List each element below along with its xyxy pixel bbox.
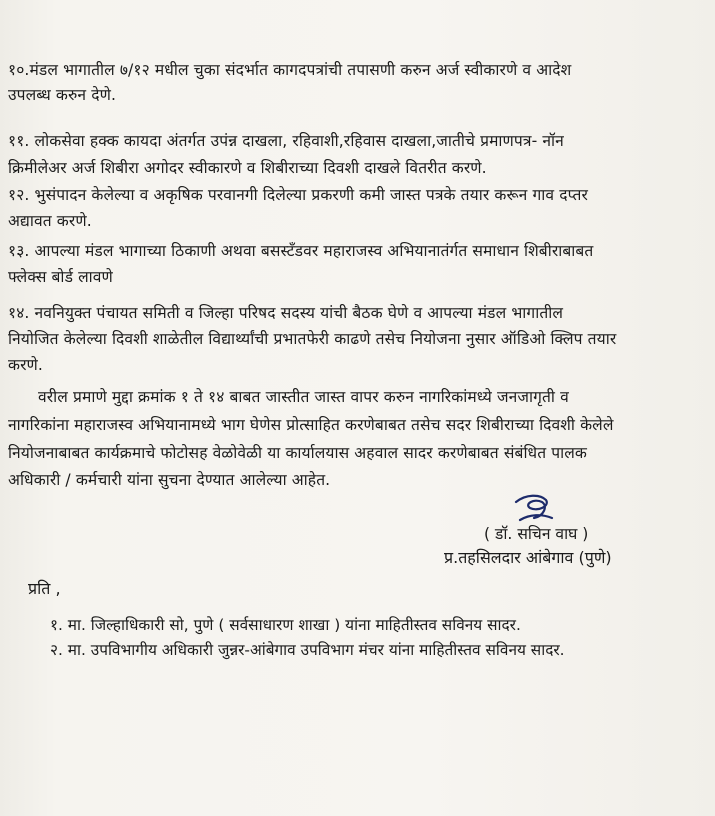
- closing-line-4: अधिकारी / कर्मचारी यांना सुचना देण्यात आलेल्या आहेत.: [8, 471, 331, 489]
- signatory-title: प्र.तहसिलदार आंबेगाव (पुणे): [444, 548, 612, 567]
- item-10-line-1: १०.मंडल भागातील ७/१२ मधील चुका संदर्भात कागदपत्रांची तपासणी करुन अर्ज स्वीकारणे व आदेश: [8, 61, 572, 79]
- item-12-line-2: अद्यावत करणे.: [8, 212, 92, 230]
- item-11-line-2: क्रिमीलेअर अर्ज शिबीरा अगोदर स्वीकारणे व शिबीराच्या दिवशी दाखले वितरीत करणे.: [8, 159, 487, 177]
- item-14-line-2: नियोजित केलेल्या दिवशी शाळेतील विद्यार्थ्यांची प्रभातफेरी काढणे तसेच नियोजना नुसार ऑडिओ क्लिप तयार: [8, 330, 617, 348]
- item-12-line-1: १२. भुसंपादन केलेल्या व अकृषिक परवानगी दिलेल्या प्रकरणी कमी जास्त पत्रके तयार करून गाव दप्तर: [8, 186, 588, 204]
- item-13-line-2: फ्लेक्स बोर्ड लावणे: [8, 268, 113, 286]
- signatory-name: ( डॉ. सचिन वाघ ): [484, 525, 589, 543]
- item-10-line-2: उपलब्ध करुन देणे.: [8, 86, 117, 104]
- recipient-copy-1: १. मा. जिल्हाधिकारी सो, पुणे ( सर्वसाधारण शाखा ) यांना माहितीस्तव सविनय सादर.: [50, 616, 521, 634]
- item-14-line-3: करणे.: [8, 356, 43, 374]
- item-13-line-1: १३. आपल्या मंडल भागाच्या ठिकाणी अथवा बसस्टँडवर महाराजस्व अभियानातंर्गत समाधान शिबीराबाबत: [8, 242, 594, 260]
- recipient-copy-2: २. मा. उपविभागीय अधिकारी जुन्नर-आंबेगाव उपविभाग मंचर यांना माहितीस्तव सविनय सादर.: [50, 641, 565, 659]
- closing-line-1: वरील प्रमाणे मुद्दा क्रमांक १ ते १४ बाबत जास्तीत जास्त वापर करुन नागरिकांमध्ये जनजागृती व: [38, 388, 569, 406]
- item-11-line-1: ११. लोकसेवा हक्क कायदा अंतर्गत उपंन्न दाखला, रहिवाशी,रहिवास दाखला,जातीचे प्रमाणपत्र- नॉन: [8, 132, 564, 150]
- recipients-heading: प्रति ,: [28, 579, 61, 598]
- closing-line-3: नियोजनाबाबत कार्यक्रमाचे फोटोसह वेळोवेळी या कार्यालयास अहवाल सादर करणेबाबत संबंधित पालक: [8, 444, 588, 462]
- signature-mark: [508, 492, 558, 526]
- item-14-line-1: १४. नवनियुक्त पंचायत समिती व जिल्हा परिषद सदस्य यांची बैठक घेणे व आपल्या मंडल भागातील: [8, 304, 564, 322]
- closing-line-2: नागरिकांना महाराजस्व अभियानामध्ये भाग घेणेस प्रोत्साहित करणेबाबत तसेच सदर शिबीराच्या दिवशी केलेले: [8, 416, 614, 434]
